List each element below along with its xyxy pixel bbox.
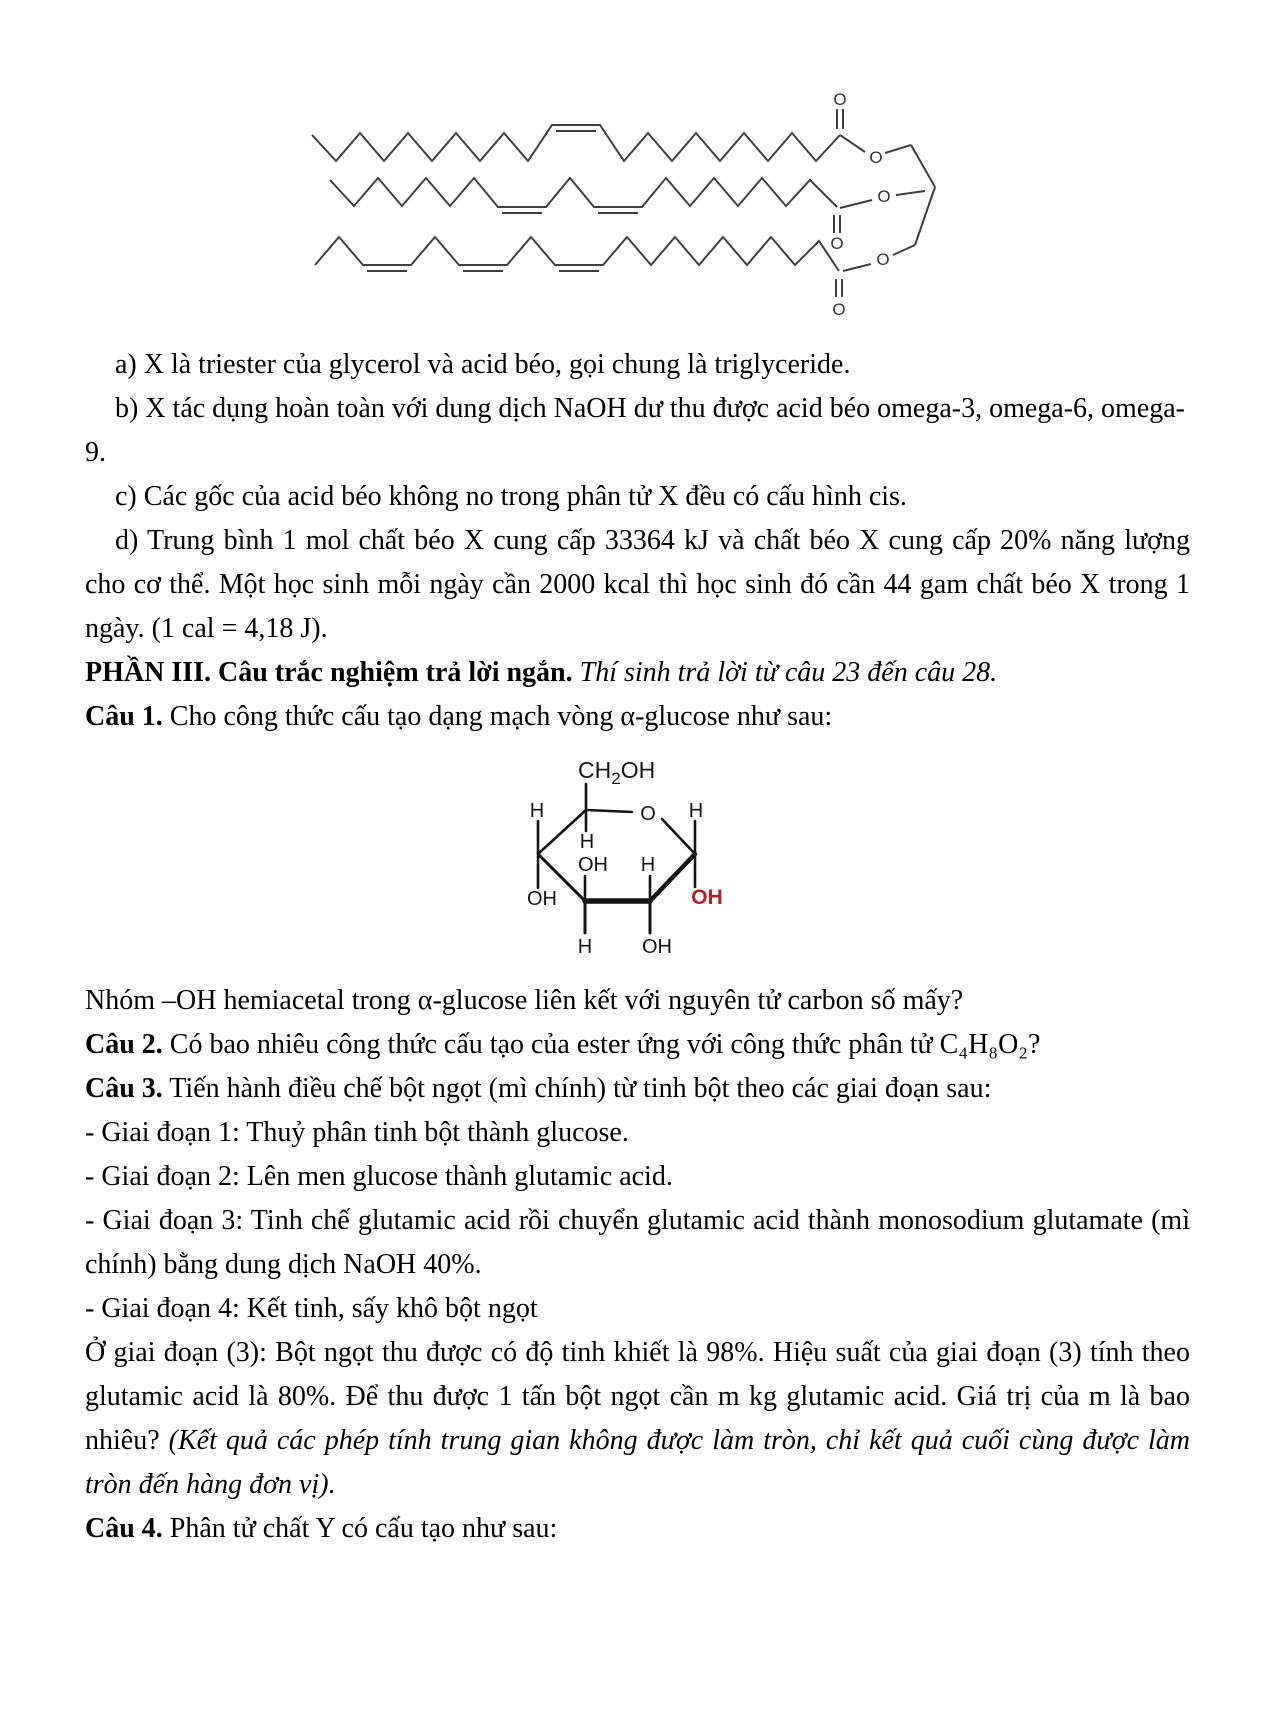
oh-group-label: OH xyxy=(527,888,557,910)
question-3 xyxy=(85,1067,1190,1111)
ch2oh-label: $CH_2OH$ xyxy=(578,757,656,788)
question-1-label: Câu 1. xyxy=(85,701,163,732)
question-2-text: Có bao nhiêu công thức cấu tạo của ester ứng với công thức phân tử C₄H₈O₂? xyxy=(169,1029,1041,1060)
anomeric-oh-label: OH xyxy=(691,886,723,909)
question-2-label: Câu 2. xyxy=(85,1029,163,1060)
question-3-step-3: - Giai đoạn 3: Tinh chế glutamic acid rồi chuyển glutamic acid thành monosodium glutamate (mì chính) bằng dung dịch NaOH 40%. xyxy=(85,1205,1190,1280)
glucose-structure-drawing xyxy=(480,741,762,963)
statement-c: c) Các gốc của acid béo không no trong phân tử X đều có cấu hình cis. xyxy=(115,481,907,512)
question-3-result-text: Ở giai đoạn (3): Bột ngọt thu được có độ tinh khiết là 98%. Hiệu suất của giai đoạn (3) tính theo glutamic acid là 80%. Để thu được 1 tấn bột ngọt cần m kg glutamic acid. Giá trị của m là bao nhiêu? xyxy=(85,1337,1190,1456)
question-2 xyxy=(85,1023,1190,1067)
carbonyl-oxygen-label: O xyxy=(833,90,847,109)
ester-oxygen-label: O xyxy=(877,187,891,206)
fatty-acid-chain-omega3 xyxy=(315,237,839,271)
exam-page xyxy=(0,85,1275,1551)
carbonyl-oxygen-label: O xyxy=(830,234,844,253)
glucose-structure xyxy=(480,741,762,977)
fatty-acid-chain-omega6 xyxy=(330,178,837,207)
question-3-text: Tiến hành điều chế bột ngọt (mì chính) từ tinh bột theo các giai đoạn sau: xyxy=(169,1073,992,1104)
statement-d: d) Trung bình 1 mol chất béo X cung cấp 33364 kJ và chất béo X cung cấp 20% năng lượng cho cơ thể. Một học sinh mỗi ngày cần 2000 kcal thì học sinh đó cần 44 gam chất béo X trong 1 ngày. (1 cal = 4,18 J). xyxy=(85,525,1190,644)
question-1-question: Nhóm –OH hemiacetal trong α-glucose liên kết với nguyên tử carbon số mấy? xyxy=(85,985,964,1016)
section-heading-bold: PHẦN III. Câu trắc nghiệm trả lời ngắn. xyxy=(85,657,573,688)
ester-oxygen-label: O xyxy=(876,250,890,269)
question-4-label: Câu 4. xyxy=(85,1513,163,1544)
question-3-step-2: - Giai đoạn 2: Lên men glucose thành glutamic acid. xyxy=(85,1161,673,1192)
question-1 xyxy=(85,695,1190,739)
question-3-step-4: - Giai đoạn 4: Kết tinh, sấy khô bột ngọt xyxy=(85,1293,538,1324)
carbonyl-oxygen-label: O xyxy=(832,300,846,319)
question-3-label: Câu 3. xyxy=(85,1073,163,1104)
h-atom-label: H xyxy=(640,854,656,876)
section-heading xyxy=(85,651,1190,695)
question-3-result xyxy=(85,1331,1190,1507)
ring-oxygen-label: O xyxy=(640,803,656,825)
question-4 xyxy=(85,1507,1190,1551)
triglyceride-structure-drawing xyxy=(297,85,952,325)
question-3-result-note: (Kết quả các phép tính trung gian không được làm tròn, chỉ kết quả cuối cùng được làm tròn đến hàng đơn vị). xyxy=(85,1425,1190,1500)
question-4-text: Phân tử chất Y có cấu tạo như sau: xyxy=(169,1513,558,1544)
triglyceride-structure xyxy=(297,85,952,339)
question-1-text: Cho công thức cấu tạo dạng mạch vòng α-glucose như sau: xyxy=(169,701,833,732)
statement-b: b) X tác dụng hoàn toàn với dung dịch NaOH dư thu được acid béo omega-3, omega-6, omega-9. xyxy=(85,393,1186,468)
h-atom-label: H xyxy=(577,936,593,958)
h-atom-label: H xyxy=(688,800,704,822)
statement-a: a) X là triester của glycerol và acid béo, gọi chung là triglyceride. xyxy=(115,349,851,380)
h-atom-label: H xyxy=(529,800,545,822)
question-3-step-1: - Giai đoạn 1: Thuỷ phân tinh bột thành glucose. xyxy=(85,1117,629,1148)
oh-group-label: OH xyxy=(578,854,608,876)
h-atom-label: H xyxy=(579,831,595,853)
ester-oxygen-label: O xyxy=(869,148,883,167)
section-heading-italic: Thí sinh trả lời từ câu 23 đến câu 28. xyxy=(579,657,998,688)
oh-group-label: OH xyxy=(642,936,672,958)
